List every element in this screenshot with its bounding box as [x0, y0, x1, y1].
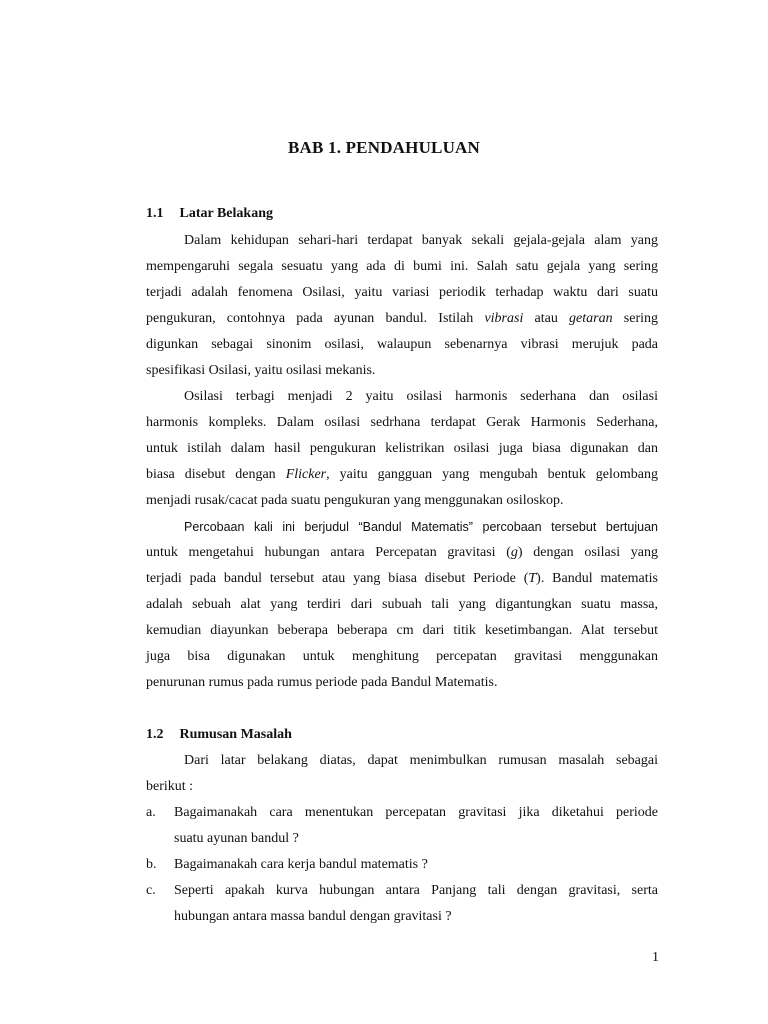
list-item-c-line-1: Seperti apakah kurva hubungan antara Panjang tali dengan gravitasi, serta — [174, 883, 658, 898]
term-flicker: Flicker — [285, 467, 327, 482]
p2-line-5: menjadi rusak/cacat pada suatu pengukuran yang menggunakan osiloskop. — [146, 493, 564, 508]
p3-line-3 — [146, 571, 658, 587]
section-number: 1.1 — [146, 206, 164, 221]
symbol-g: g — [510, 545, 518, 560]
s2-intro-line-1: Dari latar belakang diatas, dapat menimbulkan rumusan masalah sebagai — [184, 753, 658, 768]
p3-line-3-b: ). Bandul matematis — [536, 571, 658, 586]
term-getaran: getaran — [569, 311, 613, 326]
list-item-c-line-2: hubungan antara massa bandul dengan gravitasi ? — [174, 909, 452, 924]
p3-line-7: penurunan rumus pada rumus periode pada Bandul Matematis. — [146, 675, 498, 690]
list-item-label: c. — [146, 883, 156, 898]
p2-line-3: untuk istilah dalam hasil pengukuran kelistrikan osilasi juga biasa digunakan dan — [146, 441, 658, 456]
section-heading-1-1 — [146, 206, 273, 222]
p1-line-5: digunkan sebagai sinonim osilasi, walaupun sebenarnya vibrasi merujuk pada — [146, 337, 658, 352]
p3-line-2-b: ) dengan osilasi yang — [517, 545, 658, 560]
s2-intro-line-2: berikut : — [146, 779, 194, 794]
p3-line-1: Percobaan kali ini berjudul “Bandul Matematis” percobaan tersebut bertujuan — [184, 520, 658, 534]
p1-line-2: mempengaruhi segala sesuatu yang ada di bumi ini. Salah satu gejala yang sering — [146, 259, 658, 274]
chapter-title: BAB 1. PENDAHULUAN — [287, 138, 481, 157]
p3-line-5: kemudian diayunkan beberapa beberapa cm dari titik kesetimbangan. Alat tersebut — [146, 623, 658, 638]
p3-line-6: juga bisa digunakan untuk menghitung percepatan gravitasi menggunakan — [146, 649, 658, 664]
p1-line-4-b: atau — [523, 311, 570, 326]
section-heading-1-2 — [146, 727, 292, 743]
p3-line-4: adalah sebuah alat yang terdiri dari subuah tali yang digantungkan suatu massa, — [146, 597, 658, 612]
p1-line-6: spesifikasi Osilasi, yaitu osilasi mekanis. — [146, 363, 376, 378]
p1-line-1: Dalam kehidupan sehari-hari terdapat banyak sekali gejala-gejala alam yang — [184, 233, 658, 248]
p2-line-2: harmonis kompleks. Dalam osilasi sedrhana terdapat Gerak Harmonis Sederhana, — [146, 415, 658, 430]
p2-line-1: Osilasi terbagi menjadi 2 yaitu osilasi harmonis sederhana dan osilasi — [184, 389, 658, 404]
page-number: 1 — [652, 950, 659, 965]
list-item-label: a. — [146, 805, 156, 820]
section-number: 1.2 — [146, 727, 164, 742]
p3-line-2-a: untuk mengetahui hubungan antara Percepatan gravitasi ( — [146, 545, 511, 560]
p1-line-4 — [146, 311, 658, 327]
p1-line-4-a: pengukuran, contohnya pada ayunan bandul. Istilah — [146, 311, 485, 326]
section-title: Rumusan Masalah — [179, 727, 292, 742]
p3-line-3-a: terjadi pada bandul tersebut atau yang biasa disebut Periode ( — [146, 571, 529, 586]
list-item-b-line-1: Bagaimanakah cara kerja bandul matematis ? — [174, 857, 428, 872]
p3-line-2 — [146, 545, 658, 561]
list-item-a-line-1: Bagaimanakah cara menentukan percepatan gravitasi jika diketahui periode — [174, 805, 658, 820]
list-item-a-line-2: suatu ayunan bandul ? — [174, 831, 299, 846]
p2-line-4-a: biasa disebut dengan — [146, 467, 286, 482]
list-item-label: b. — [146, 857, 157, 872]
p1-line-3: terjadi adalah fenomena Osilasi, yaitu variasi periodik terhadap waktu dari suatu — [146, 285, 658, 300]
p1-line-4-c: sering — [612, 311, 658, 326]
term-vibrasi: vibrasi — [484, 311, 524, 326]
p2-line-4-b: , yaitu gangguan yang mengubah bentuk gelombang — [326, 467, 659, 482]
p2-line-4 — [146, 467, 658, 483]
section-title: Latar Belakang — [179, 206, 273, 221]
symbol-T: T — [528, 571, 537, 586]
